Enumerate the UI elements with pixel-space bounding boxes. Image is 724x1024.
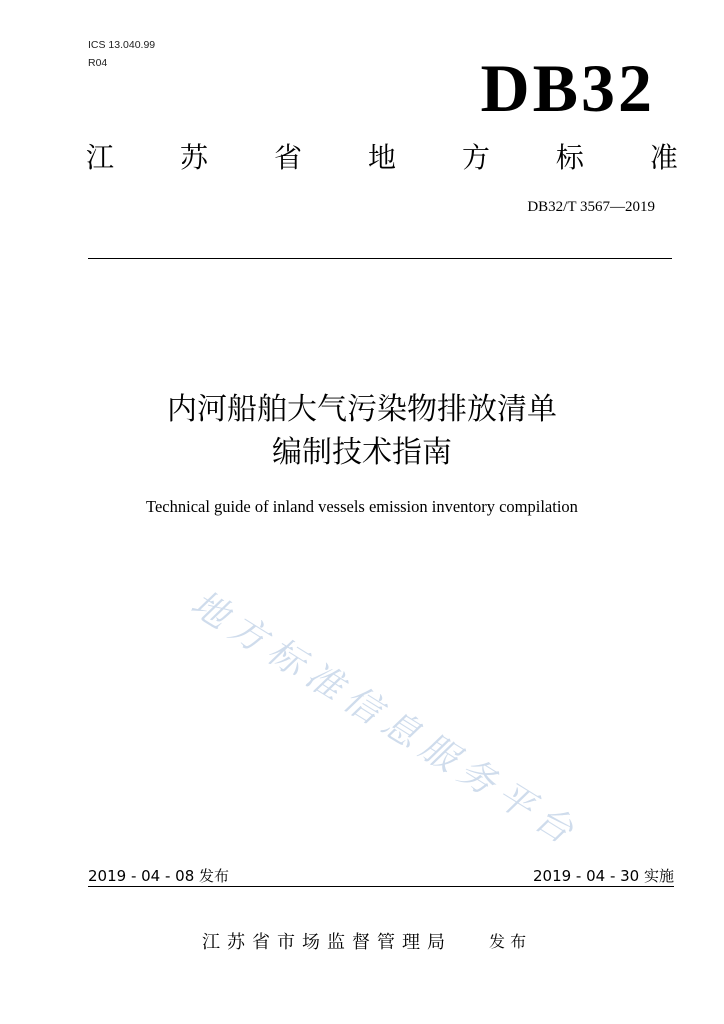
title-en: Technical guide of inland vessels emission inventory compilation <box>146 497 578 516</box>
standard-code-logo: DB32 <box>480 50 655 126</box>
category-char: 标 <box>555 141 584 174</box>
implement-date: 2019 - 04 - 30 实施 <box>532 867 674 885</box>
watermark: 地方标准信息服务平台 <box>183 582 587 857</box>
title-zh-line2: 编制技术指南 <box>272 435 452 470</box>
category-char: 方 <box>461 141 490 174</box>
category-char: 江 <box>86 141 115 174</box>
footer-divider <box>88 886 674 887</box>
category-char: 苏 <box>179 141 208 174</box>
category-char: 地 <box>367 141 396 174</box>
issuer-name: 江苏省市场监督管理局 <box>202 932 452 953</box>
header-divider <box>88 258 672 259</box>
category-char: 省 <box>273 141 302 174</box>
standard-category <box>86 142 678 174</box>
issuer-action: 发 布 <box>489 932 527 951</box>
standard-number: DB32/T 3567—2019 <box>527 199 655 215</box>
ccs-code: R04 <box>88 57 108 69</box>
issue-date: 2019 - 04 - 08 发布 <box>88 867 230 885</box>
title-zh-line1: 内河船舶大气污染物排放清单 <box>167 392 557 427</box>
category-char: 准 <box>649 141 678 174</box>
ics-code: ICS 13.040.99 <box>88 39 156 51</box>
